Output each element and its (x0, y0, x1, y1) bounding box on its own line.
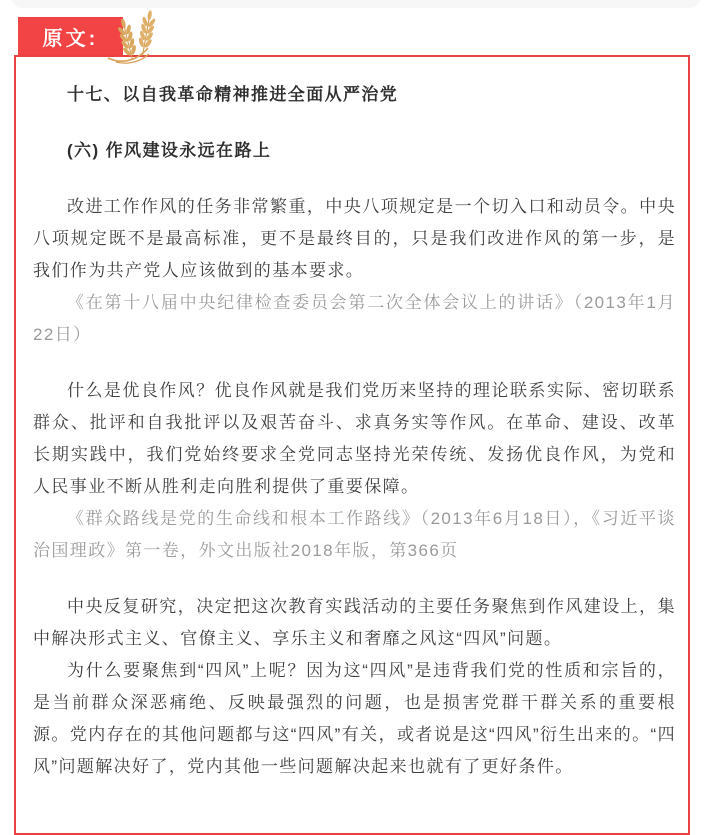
article-paragraph: 什么是优良作风？优良作风就是我们党历来坚持的理论联系实际、密切联系群众、批评和自我批评以及艰苦奋斗、求真务实等作风。在革命、建设、改革长期实践中，我们党始终要求全党同志坚持光荣传统、发扬优良作风，为党和人民事业不断从胜利走向胜利提供了重要保障。 (33, 381, 676, 496)
article-heading-chapter: 十七、以自我革命精神推进全面从严治党 (67, 85, 399, 104)
article-box[interactable] (14, 55, 690, 835)
article-paragraph: 为什么要聚焦到“四风”上呢？因为这“四风”是违背我们党的性质和宗旨的，是当前群众深恶痛绝、反映最强烈的问题，也是损害党群干群关系的重要根源。党内存在的其他问题都与这“四风”有关，或者说是这“四风”衍生出来的。“四风”问题解决好了，党内其他一些问题解决起来也就有了更好条件。 (33, 661, 676, 776)
previous-card-edge (12, 0, 700, 8)
original-text-badge-label: 原文: (42, 27, 99, 50)
article-citation: 《在第十八届中央纪律检查委员会第二次全体会议上的讲话》（2013年1月22日） (33, 293, 676, 344)
article-heading-section: (六) 作风建设永远在路上 (67, 141, 272, 160)
wheat-icon (104, 10, 168, 64)
article-citation: 《群众路线是党的生命线和根本工作路线》（2013年6月18日），《习近平谈治国理政》第一卷，外文出版社2018年版，第366页 (33, 509, 676, 560)
article-paragraph: 中央反复研究，决定把这次教育实践活动的主要任务聚焦到作风建设上，集中解决形式主义、官僚主义、享乐主义和奢靡之风这“四风”问题。 (33, 597, 676, 648)
article-paragraph: 改进工作作风的任务非常繁重，中央八项规定是一个切入口和动员令。中央八项规定既不是最高标准，更不是最终目的，只是我们改进作风的第一步，是我们作为共产党人应该做到的基本要求。 (33, 197, 676, 280)
